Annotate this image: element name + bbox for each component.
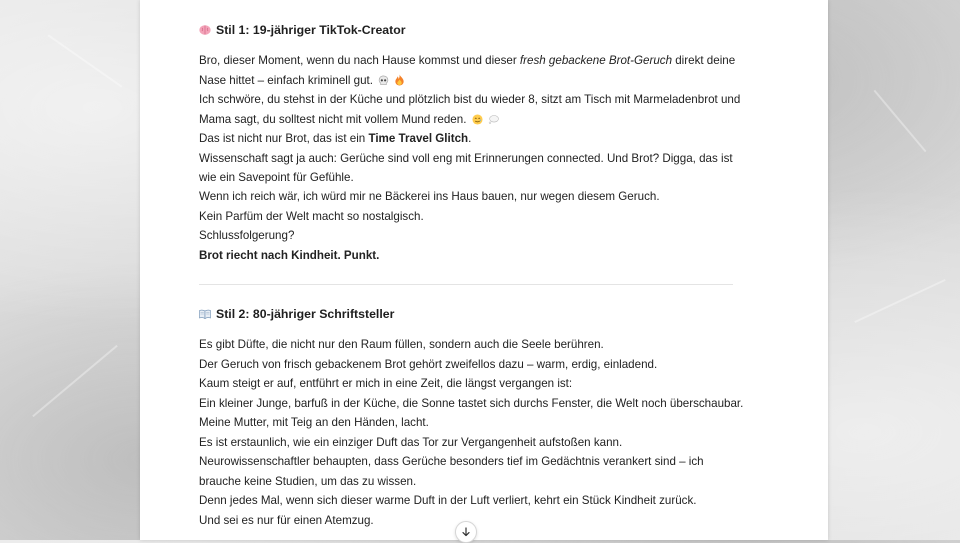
section2-line-5: Meine Mutter, mit Teig an den Händen, lacht. xyxy=(199,416,429,429)
open-book-icon xyxy=(199,308,211,320)
section2-line-7: Neurowissenschaftler behaupten, dass Gerüche besonders tief im Gedächtnis verankert sind – ich xyxy=(199,455,704,468)
section1-title: Stil 1: 19-jähriger TikTok-Creator xyxy=(216,23,406,37)
section2-line-10: Und sei es nur für einen Atemzug. xyxy=(199,514,374,527)
fire-icon xyxy=(394,74,405,86)
paper-crease xyxy=(32,345,118,417)
skull-icon xyxy=(378,75,389,86)
section2-heading xyxy=(199,307,394,321)
section1-line-9: Kein Parfüm der Welt macht so nostalgisch. xyxy=(199,210,424,223)
paper-crease xyxy=(874,90,927,153)
section1-line-3: Ich schwöre, du stehst in der Küche und plötzlich bist du wieder 8, sitzt am Tisch mit Marmeladenbrot und xyxy=(199,93,741,106)
chat-response-panel xyxy=(140,0,828,540)
section1-conclusion: Brot riecht nach Kindheit. Punkt. xyxy=(199,249,380,262)
section1-line-5: Das ist nicht nur Brot, das ist ein Time Travel Glitch. xyxy=(199,132,472,145)
section1-line-1: Bro, dieser Moment, wenn du nach Hause kommst und dieser fresh gebackene Brot-Geruch direkt deine xyxy=(199,54,736,67)
thought-bubble-icon xyxy=(488,114,499,125)
section2-line-4: Ein kleiner Junge, barfuß in der Küche, die Sonne tastet sich durchs Fenster, die Welt noch überschaubar. xyxy=(199,397,744,410)
smiling-tear-face-icon xyxy=(472,114,483,125)
section2-line-6: Es ist erstaunlich, wie ein einziger Duft das Tor zur Vergangenheit aufstoßen kann. xyxy=(199,436,623,449)
section2-line-2: Der Geruch von frisch gebackenem Brot gehört zweifellos dazu – warm, erdig, einladend. xyxy=(199,358,658,371)
section1-line-2: Nase hittet – einfach kriminell gut. xyxy=(199,74,405,88)
section-divider xyxy=(199,284,733,285)
paper-crease xyxy=(854,279,945,323)
section1-heading xyxy=(199,23,406,37)
section1-line-8: Wenn ich reich wär, ich würd mir ne Bäckerei ins Haus bauen, nur wegen diesem Geruch. xyxy=(199,190,660,203)
brain-icon xyxy=(199,24,211,36)
section2-title: Stil 2: 80-jähriger Schriftsteller xyxy=(216,307,395,321)
section2-line-8: brauche keine Studien, um das zu wissen. xyxy=(199,475,417,488)
section1-line-4: Mama sagt, du solltest nicht mit vollem Mund reden. xyxy=(199,113,499,127)
section1-line-10: Schlussfolgerung? xyxy=(199,229,295,242)
section2-line-1: Es gibt Düfte, die nicht nur den Raum füllen, sondern auch die Seele berühren. xyxy=(199,338,604,351)
section2-line-9: Denn jedes Mal, wenn sich dieser warme Duft in der Luft verliert, kehrt ein Stück Kindheit zurück. xyxy=(199,494,697,507)
paper-crease xyxy=(48,34,123,87)
section2-line-3: Kaum steigt er auf, entführt er mich in eine Zeit, die längst vergangen ist: xyxy=(199,377,573,390)
arrow-down-icon xyxy=(461,527,471,537)
section1-line-7: wie ein Savepoint für Gefühle. xyxy=(199,171,354,184)
section1-line-6: Wissenschaft sagt ja auch: Gerüche sind voll eng mit Erinnerungen connected. Und Brot? Digga, das ist xyxy=(199,152,733,165)
